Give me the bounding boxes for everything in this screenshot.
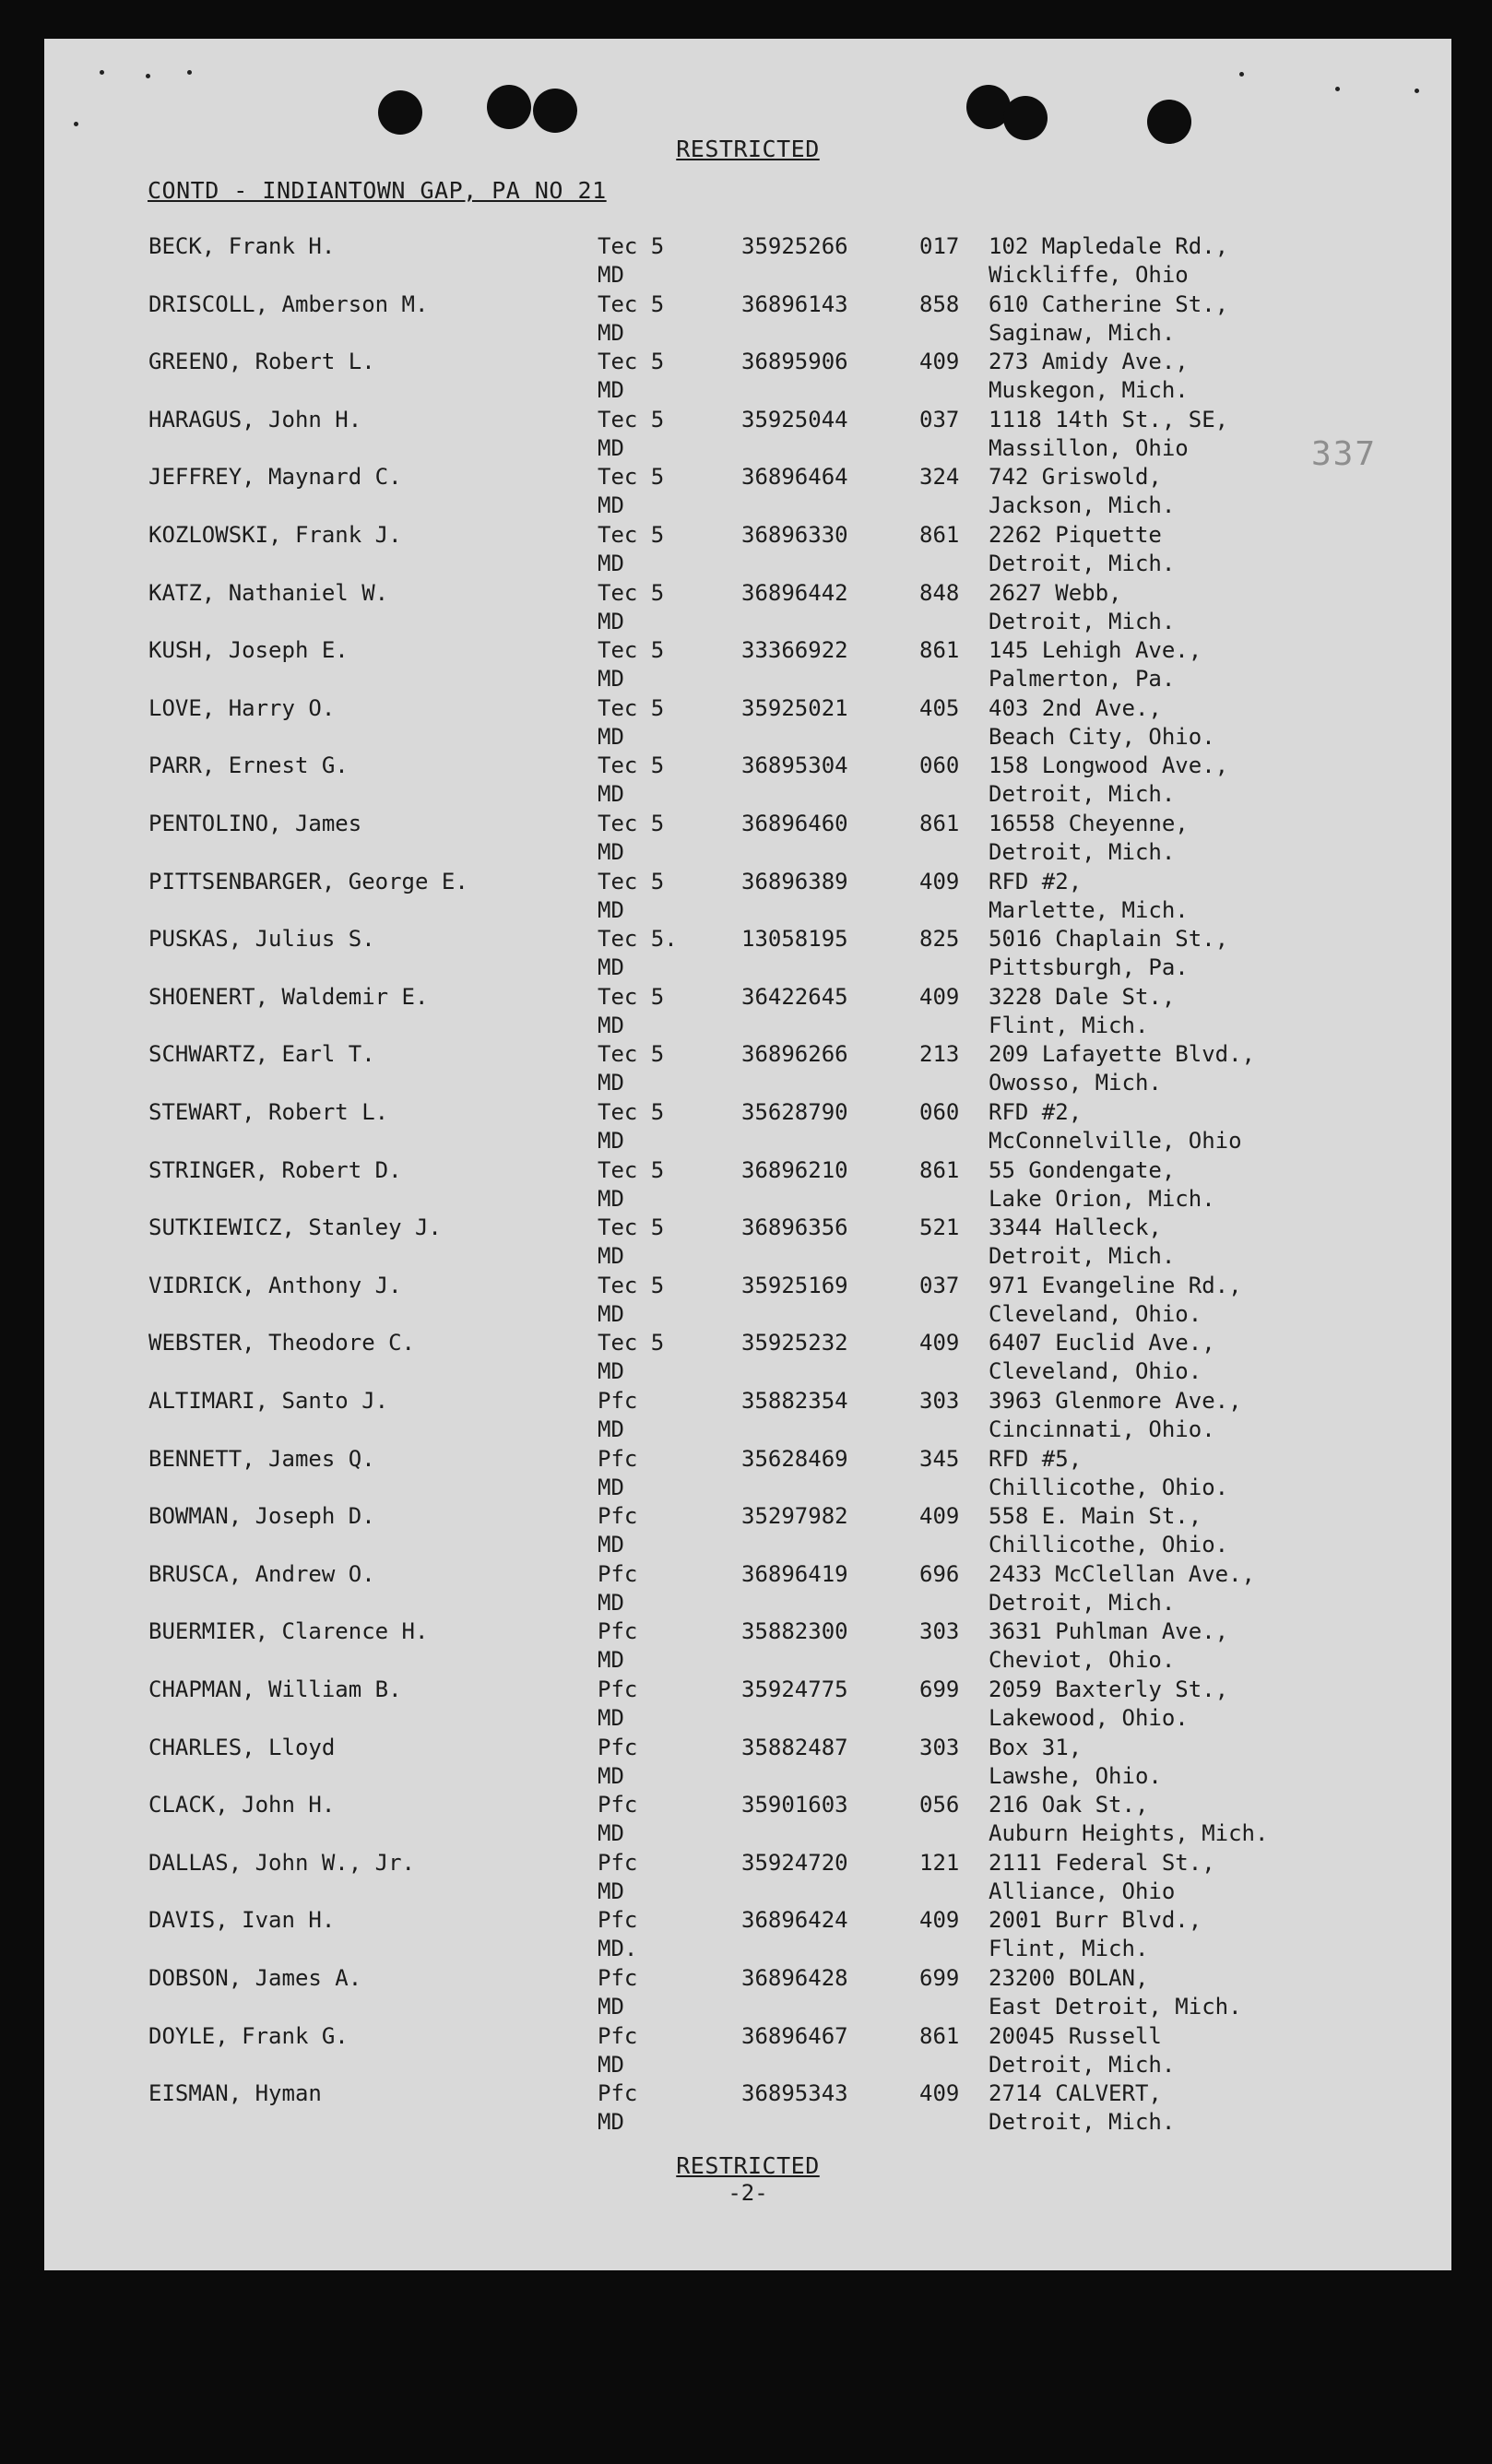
grade: Tec 5 (598, 811, 665, 836)
address-line-1: 403 2nd Ave., (989, 695, 1162, 721)
serial-number: 36896330 (741, 522, 848, 548)
speck (146, 74, 150, 78)
unit-code: MD (598, 377, 624, 403)
address-line-2: Jackson, Mich. (989, 492, 1176, 518)
mos-code: 303 (919, 1388, 960, 1414)
roster-entry (44, 2022, 1451, 2079)
serial-number: 35925232 (741, 1330, 848, 1356)
roster-entry (44, 1272, 1451, 1329)
grade: Pfc (598, 1676, 638, 1702)
roster-entry (44, 868, 1451, 925)
unit-code: MD (598, 1705, 624, 1731)
unit-code: MD (598, 1763, 624, 1789)
mos-code: 409 (919, 2080, 960, 2106)
unit-code: MD (598, 1532, 624, 1558)
serial-number: 36896266 (741, 1041, 848, 1067)
serial-number: 36896419 (741, 1561, 848, 1587)
address-line-2: Flint, Mich. (989, 1013, 1149, 1038)
person-name: GREENO, Robert L. (148, 349, 375, 374)
mos-code: 861 (919, 2023, 960, 2049)
mos-code: 848 (919, 580, 960, 606)
unit-code: MD (598, 609, 624, 634)
roster-entry (44, 1617, 1451, 1675)
unit-code: MD (598, 320, 624, 346)
roster-entry (44, 1849, 1451, 1906)
grade: Pfc (598, 1618, 638, 1644)
unit-code: MD (598, 1590, 624, 1616)
grade: Tec 5 (598, 1273, 665, 1298)
serial-number: 35901603 (741, 1792, 848, 1818)
unit-code: MD (598, 435, 624, 461)
grade: Pfc (598, 1388, 638, 1414)
address-line-1: 3963 Glenmore Ave., (989, 1388, 1242, 1414)
address-line-1: 610 Catherine St., (989, 291, 1229, 317)
roster-entry (44, 1098, 1451, 1155)
person-name: STRINGER, Robert D. (148, 1157, 402, 1183)
roster-entry (44, 521, 1451, 578)
serial-number: 35628469 (741, 1446, 848, 1472)
address-line-1: 209 Lafayette Blvd., (989, 1041, 1255, 1067)
unit-code: MD (598, 1878, 624, 1904)
roster-entry (44, 348, 1451, 405)
roster-entry (44, 232, 1451, 290)
mos-code: 699 (919, 1965, 960, 1991)
address-line-1: 3631 Puhlman Ave., (989, 1618, 1229, 1644)
punch-hole (378, 90, 422, 135)
address-line-1: 558 E. Main St., (989, 1503, 1202, 1529)
mos-code: 409 (919, 984, 960, 1010)
serial-number: 36896464 (741, 464, 848, 490)
roster-entry (44, 925, 1451, 982)
grade: Tec 5. (598, 926, 678, 952)
mos-code: 405 (919, 695, 960, 721)
serial-number: 35882354 (741, 1388, 848, 1414)
mos-code: 345 (919, 1446, 960, 1472)
mos-code: 409 (919, 869, 960, 894)
grade: Pfc (598, 1792, 638, 1818)
address-line-2: Detroit, Mich. (989, 1590, 1176, 1616)
person-name: CHARLES, Lloyd (148, 1735, 336, 1760)
address-line-1: 6407 Euclid Ave., (989, 1330, 1215, 1356)
address-line-2: Palmerton, Pa. (989, 666, 1176, 692)
mos-code: 861 (919, 811, 960, 836)
unit-code: MD (598, 1994, 624, 2020)
serial-number: 13058195 (741, 926, 848, 952)
roster-entry (44, 810, 1451, 867)
serial-number: 36896460 (741, 811, 848, 836)
mos-code: 521 (919, 1214, 960, 1240)
address-line-2: Cleveland, Ohio. (989, 1301, 1202, 1327)
serial-number: 36896467 (741, 2023, 848, 2049)
grade: Pfc (598, 1907, 638, 1933)
grade: Tec 5 (598, 349, 665, 374)
address-line-1: RFD #2, (989, 869, 1083, 894)
classification-header: RESTRICTED (676, 136, 820, 162)
margin-number: 337 (1311, 435, 1378, 473)
address-line-1: 2111 Federal St., (989, 1850, 1215, 1876)
address-line-2: Lawshe, Ohio. (989, 1763, 1162, 1789)
person-name: LOVE, Harry O. (148, 695, 336, 721)
address-line-1: 742 Griswold, (989, 464, 1162, 490)
serial-number: 36895906 (741, 349, 848, 374)
person-name: KUSH, Joseph E. (148, 637, 349, 663)
person-name: BENNETT, James Q. (148, 1446, 375, 1472)
address-line-1: 16558 Cheyenne, (989, 811, 1189, 836)
mos-code: 858 (919, 291, 960, 317)
unit-code: MD (598, 1475, 624, 1500)
grade: Tec 5 (598, 695, 665, 721)
address-line-2: Detroit, Mich. (989, 609, 1176, 634)
serial-number: 33366922 (741, 637, 848, 663)
person-name: JEFFREY, Maynard C. (148, 464, 402, 490)
person-name: PENTOLINO, James (148, 811, 362, 836)
roster-entry (44, 636, 1451, 693)
grade: Tec 5 (598, 464, 665, 490)
speck (187, 70, 192, 75)
continuation-heading: CONTD - INDIANTOWN GAP, PA NO 21 (148, 177, 607, 204)
speck (1415, 89, 1419, 93)
grade: Tec 5 (598, 1214, 665, 1240)
grade: Pfc (598, 1850, 638, 1876)
address-line-2: Detroit, Mich. (989, 2052, 1176, 2078)
speck (1239, 72, 1244, 77)
grade: Tec 5 (598, 1330, 665, 1356)
serial-number: 36896442 (741, 580, 848, 606)
address-line-2: Cheviot, Ohio. (989, 1647, 1176, 1673)
person-name: DOBSON, James A. (148, 1965, 362, 1991)
punch-hole (1003, 96, 1048, 140)
grade: Tec 5 (598, 1157, 665, 1183)
roster-entry (44, 1156, 1451, 1214)
serial-number: 36896356 (741, 1214, 848, 1240)
address-line-2: Chillicothe, Ohio. (989, 1532, 1229, 1558)
person-name: BECK, Frank H. (148, 233, 336, 259)
roster-entry (44, 290, 1451, 348)
address-line-1: 1118 14th St., SE, (989, 407, 1229, 432)
unit-code: MD (598, 1301, 624, 1327)
roster-entry (44, 1906, 1451, 1963)
serial-number: 35882300 (741, 1618, 848, 1644)
address-line-1: 971 Evangeline Rd., (989, 1273, 1242, 1298)
serial-number: 36422645 (741, 984, 848, 1010)
address-line-1: 158 Longwood Ave., (989, 752, 1229, 778)
serial-number: 35924775 (741, 1676, 848, 1702)
address-line-2: Saginaw, Mich. (989, 320, 1176, 346)
serial-number: 36896424 (741, 1907, 848, 1933)
roster-entry (44, 1040, 1451, 1097)
grade: Tec 5 (598, 291, 665, 317)
serial-number: 36896389 (741, 869, 848, 894)
address-line-2: Wickliffe, Ohio (989, 262, 1189, 288)
grade: Tec 5 (598, 580, 665, 606)
grade: Tec 5 (598, 407, 665, 432)
grade: Pfc (598, 1735, 638, 1760)
mos-code: 303 (919, 1735, 960, 1760)
address-line-1: 2714 CALVERT, (989, 2080, 1162, 2106)
mos-code: 699 (919, 1676, 960, 1702)
roster-entry (44, 406, 1451, 463)
grade: Tec 5 (598, 1041, 665, 1067)
address-line-1: 2001 Burr Blvd., (989, 1907, 1202, 1933)
mos-code: 409 (919, 1907, 960, 1933)
address-line-1: 2262 Piquette (989, 522, 1162, 548)
mos-code: 017 (919, 233, 960, 259)
address-line-2: Cleveland, Ohio. (989, 1358, 1202, 1384)
serial-number: 35925266 (741, 233, 848, 259)
mos-code: 825 (919, 926, 960, 952)
address-line-2: Detroit, Mich. (989, 839, 1176, 865)
person-name: SHOENERT, Waldemir E. (148, 984, 429, 1010)
unit-code: MD (598, 1128, 624, 1154)
unit-code: MD (598, 1820, 624, 1846)
mos-code: 409 (919, 349, 960, 374)
unit-code: MD (598, 1358, 624, 1384)
unit-code: MD (598, 954, 624, 980)
serial-number: 35882487 (741, 1735, 848, 1760)
person-name: BOWMAN, Joseph D. (148, 1503, 375, 1529)
grade: Tec 5 (598, 869, 665, 894)
roster-entry (44, 1329, 1451, 1386)
person-name: EISMAN, Hyman (148, 2080, 322, 2106)
grade: Tec 5 (598, 233, 665, 259)
grade: Tec 5 (598, 752, 665, 778)
grade: Pfc (598, 1446, 638, 1472)
mos-code: 060 (919, 752, 960, 778)
page-number: -2- (728, 2180, 768, 2206)
address-line-2: Massillon, Ohio (989, 435, 1189, 461)
address-line-2: McConnelville, Ohio (989, 1128, 1242, 1154)
unit-code: MD (598, 551, 624, 576)
mos-code: 037 (919, 407, 960, 432)
address-line-1: 55 Gondengate, (989, 1157, 1176, 1183)
speck (100, 70, 104, 75)
address-line-2: Cincinnati, Ohio. (989, 1416, 1215, 1442)
address-line-2: Detroit, Mich. (989, 1243, 1176, 1269)
mos-code: 861 (919, 1157, 960, 1183)
roster-entry (44, 579, 1451, 636)
address-line-1: 3344 Halleck, (989, 1214, 1162, 1240)
grade: Pfc (598, 1503, 638, 1529)
unit-code: MD (598, 2052, 624, 2078)
serial-number: 35297982 (741, 1503, 848, 1529)
address-line-1: 2433 McClellan Ave., (989, 1561, 1255, 1587)
unit-code: MD (598, 1416, 624, 1442)
serial-number: 35924720 (741, 1850, 848, 1876)
unit-code: MD. (598, 1936, 638, 1961)
person-name: DRISCOLL, Amberson M. (148, 291, 429, 317)
address-line-2: Detroit, Mich. (989, 551, 1176, 576)
roster-entry (44, 983, 1451, 1040)
serial-number: 36896143 (741, 291, 848, 317)
address-line-1: 20045 Russell (989, 2023, 1162, 2049)
person-name: CLACK, John H. (148, 1792, 336, 1818)
roster-entry (44, 1502, 1451, 1559)
address-line-1: 23200 BOLAN, (989, 1965, 1149, 1991)
person-name: BUERMIER, Clarence H. (148, 1618, 429, 1644)
address-line-1: 2627 Webb, (989, 580, 1122, 606)
mos-code: 861 (919, 522, 960, 548)
serial-number: 36895304 (741, 752, 848, 778)
grade: Tec 5 (598, 522, 665, 548)
address-line-1: 2059 Baxterly St., (989, 1676, 1229, 1702)
unit-code: MD (598, 492, 624, 518)
mos-code: 037 (919, 1273, 960, 1298)
roster-entry (44, 1387, 1451, 1444)
address-line-2: Flint, Mich. (989, 1936, 1149, 1961)
address-line-1: Box 31, (989, 1735, 1083, 1760)
grade: Pfc (598, 1561, 638, 1587)
mos-code: 303 (919, 1618, 960, 1644)
mos-code: 861 (919, 637, 960, 663)
serial-number: 36895343 (741, 2080, 848, 2106)
person-name: PARR, Ernest G. (148, 752, 349, 778)
unit-code: MD (598, 839, 624, 865)
roster-entry (44, 2079, 1451, 2137)
person-name: VIDRICK, Anthony J. (148, 1273, 402, 1298)
unit-code: MD (598, 2109, 624, 2135)
unit-code: MD (598, 666, 624, 692)
person-name: DOYLE, Frank G. (148, 2023, 349, 2049)
grade: Pfc (598, 1965, 638, 1991)
address-line-1: 5016 Chaplain St., (989, 926, 1229, 952)
person-name: KOZLOWSKI, Frank J. (148, 522, 402, 548)
person-name: STEWART, Robert L. (148, 1099, 389, 1125)
grade: Tec 5 (598, 637, 665, 663)
person-name: BRUSCA, Andrew O. (148, 1561, 375, 1587)
mos-code: 696 (919, 1561, 960, 1587)
address-line-2: Alliance, Ohio (989, 1878, 1176, 1904)
address-line-2: Detroit, Mich. (989, 2109, 1176, 2135)
person-name: PUSKAS, Julius S. (148, 926, 375, 952)
grade: Tec 5 (598, 1099, 665, 1125)
punch-hole (533, 89, 577, 133)
unit-code: MD (598, 724, 624, 750)
address-line-2: Pittsburgh, Pa. (989, 954, 1189, 980)
roster-entry (44, 1560, 1451, 1617)
unit-code: MD (598, 1243, 624, 1269)
speck (1335, 87, 1340, 91)
person-name: HARAGUS, John H. (148, 407, 362, 432)
serial-number: 35925021 (741, 695, 848, 721)
classification-footer: RESTRICTED (676, 2152, 820, 2179)
address-line-2: Chillicothe, Ohio. (989, 1475, 1229, 1500)
speck (74, 122, 78, 126)
unit-code: MD (598, 262, 624, 288)
unit-code: MD (598, 1186, 624, 1212)
address-line-1: 273 Amidy Ave., (989, 349, 1189, 374)
mos-code: 324 (919, 464, 960, 490)
unit-code: MD (598, 897, 624, 923)
person-name: SCHWARTZ, Earl T. (148, 1041, 375, 1067)
document-page (44, 39, 1451, 2270)
unit-code: MD (598, 1647, 624, 1673)
mos-code: 121 (919, 1850, 960, 1876)
serial-number: 36896428 (741, 1965, 848, 1991)
punch-hole (487, 85, 531, 129)
roster-entry (44, 752, 1451, 809)
person-name: DAVIS, Ivan H. (148, 1907, 336, 1933)
roster-entry (44, 1734, 1451, 1791)
roster-entry (44, 1676, 1451, 1733)
person-name: CHAPMAN, William B. (148, 1676, 402, 1702)
mos-code: 060 (919, 1099, 960, 1125)
roster-entry (44, 1964, 1451, 2021)
address-line-2: Lake Orion, Mich. (989, 1186, 1215, 1212)
roster-entry (44, 463, 1451, 520)
mos-code: 213 (919, 1041, 960, 1067)
mos-code: 409 (919, 1330, 960, 1356)
person-name: SUTKIEWICZ, Stanley J. (148, 1214, 442, 1240)
address-line-1: 145 Lehigh Ave., (989, 637, 1202, 663)
address-line-2: Marlette, Mich. (989, 897, 1189, 923)
address-line-1: RFD #2, (989, 1099, 1083, 1125)
address-line-1: RFD #5, (989, 1446, 1083, 1472)
person-name: ALTIMARI, Santo J. (148, 1388, 389, 1414)
address-line-2: Owosso, Mich. (989, 1070, 1162, 1096)
person-name: WEBSTER, Theodore C. (148, 1330, 415, 1356)
serial-number: 36896210 (741, 1157, 848, 1183)
serial-number: 35628790 (741, 1099, 848, 1125)
address-line-2: Lakewood, Ohio. (989, 1705, 1189, 1731)
address-line-2: East Detroit, Mich. (989, 1994, 1242, 2020)
mos-code: 056 (919, 1792, 960, 1818)
mos-code: 409 (919, 1503, 960, 1529)
grade: Pfc (598, 2080, 638, 2106)
address-line-2: Beach City, Ohio. (989, 724, 1215, 750)
address-line-2: Muskegon, Mich. (989, 377, 1189, 403)
roster-entry (44, 1445, 1451, 1502)
serial-number: 35925169 (741, 1273, 848, 1298)
address-line-1: 216 Oak St., (989, 1792, 1149, 1818)
grade: Pfc (598, 2023, 638, 2049)
address-line-2: Detroit, Mich. (989, 781, 1176, 807)
person-name: PITTSENBARGER, George E. (148, 869, 468, 894)
roster-entry (44, 1791, 1451, 1848)
unit-code: MD (598, 1013, 624, 1038)
address-line-1: 102 Mapledale Rd., (989, 233, 1229, 259)
address-line-2: Auburn Heights, Mich. (989, 1820, 1269, 1846)
person-name: KATZ, Nathaniel W. (148, 580, 389, 606)
unit-code: MD (598, 1070, 624, 1096)
unit-code: MD (598, 781, 624, 807)
roster-entry (44, 694, 1451, 752)
grade: Tec 5 (598, 984, 665, 1010)
address-line-1: 3228 Dale St., (989, 984, 1176, 1010)
serial-number: 35925044 (741, 407, 848, 432)
person-name: DALLAS, John W., Jr. (148, 1850, 415, 1876)
roster-entry (44, 1214, 1451, 1271)
